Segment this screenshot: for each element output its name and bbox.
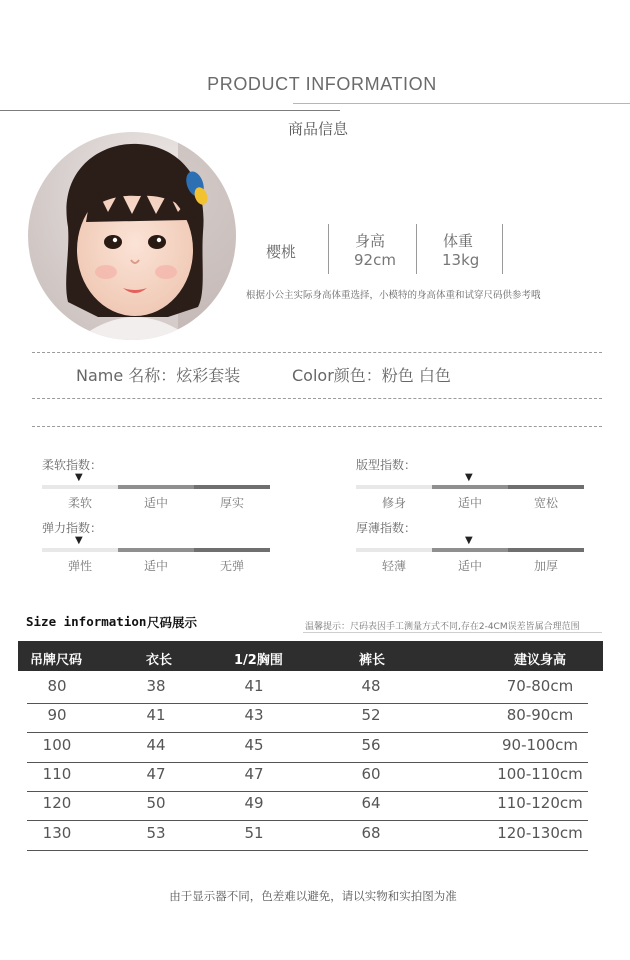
index-label: 版型指数：	[356, 458, 417, 472]
table-cell: 120-130cm	[497, 823, 583, 842]
dashed-divider	[32, 426, 602, 427]
page-subtitle: 商品信息	[287, 120, 348, 138]
table-cell: 50	[146, 794, 166, 813]
index-marker: ▼	[465, 472, 473, 483]
table-cell: 110-120cm	[497, 794, 583, 813]
table-row-divider	[27, 732, 588, 733]
tip-underline	[303, 632, 602, 633]
table-cell: 80	[47, 677, 67, 695]
index-option: 无弹	[219, 559, 244, 573]
table-cell: 41	[244, 677, 264, 695]
index-option: 适中	[143, 559, 168, 573]
table-cell: 47	[146, 764, 166, 783]
measurement-tip: 温馨提示：尺码表因手工测量方式不同,存在2-4CM误差皆属合理范围	[305, 622, 580, 632]
height-value: 92cm	[354, 251, 396, 269]
index-option: 宽松	[533, 496, 558, 510]
index-bar-segment	[42, 485, 118, 489]
index-option: 轻薄	[381, 559, 406, 573]
index-marker: ▼	[75, 472, 83, 483]
table-header-cell: 建议身高	[514, 653, 567, 668]
table-cell: 52	[361, 706, 381, 725]
stat-divider	[502, 224, 503, 274]
table-header-cell: 1/2胸围	[234, 653, 283, 668]
index-option: 柔软	[67, 496, 92, 510]
stat-divider	[328, 224, 329, 274]
title-divider-left	[0, 110, 340, 111]
model-photo	[28, 132, 236, 340]
size-heading-en: Size information	[26, 614, 147, 629]
table-cell: 100-110cm	[497, 764, 583, 783]
table-cell: 45	[244, 735, 264, 754]
table-header-cell: 裤长	[359, 653, 386, 668]
index-bar-segment	[194, 548, 270, 552]
index-option: 厚实	[219, 496, 244, 510]
table-cell: 48	[361, 677, 381, 695]
color-disclaimer: 由于显示器不同，色差难以避免，请以实物和实拍图为准	[169, 889, 457, 903]
height-label: 身高	[355, 232, 386, 250]
table-cell: 43	[244, 706, 264, 725]
title-divider-accent	[293, 103, 630, 104]
table-cell: 68	[361, 823, 381, 842]
index-bar-segment	[194, 485, 270, 489]
page-title: PRODUCT INFORMATION	[207, 74, 437, 94]
table-header-cell: 吊牌尺码	[30, 653, 83, 668]
table-cell: 44	[146, 735, 166, 754]
index-option: 适中	[143, 496, 168, 510]
table-cell: 90	[47, 706, 67, 725]
index-option: 加厚	[533, 559, 558, 573]
table-row-divider	[27, 762, 588, 763]
index-marker: ▼	[465, 535, 473, 546]
index-option: 弹性	[67, 559, 92, 573]
table-cell: 53	[146, 823, 166, 842]
table-row-divider	[27, 820, 588, 821]
product-name: Name 名称：炫彩套装	[76, 366, 241, 385]
dashed-divider	[32, 398, 602, 399]
table-cell: 100	[42, 735, 72, 754]
index-label: 柔软指数：	[42, 458, 103, 472]
index-bar-segment	[432, 485, 508, 489]
index-bar-segment	[42, 548, 118, 552]
index-bar-segment	[118, 548, 194, 552]
index-option: 适中	[457, 496, 482, 510]
index-bar-segment	[118, 485, 194, 489]
index-bar-segment	[356, 485, 432, 489]
table-row-divider	[27, 703, 588, 704]
table-cell: 80-90cm	[506, 706, 574, 725]
table-cell: 41	[146, 706, 166, 725]
index-marker: ▼	[75, 535, 83, 546]
index-bar-segment	[508, 548, 584, 552]
size-reference-note: 根据小公主实际身高体重选择，小模特的身高体重和试穿尺码供参考哦	[246, 290, 541, 301]
stat-divider	[416, 224, 417, 274]
table-header-cell: 衣长	[146, 653, 173, 668]
dashed-divider	[32, 352, 602, 353]
table-cell: 47	[244, 764, 264, 783]
index-bar-segment	[508, 485, 584, 489]
weight-label: 体重	[443, 232, 474, 250]
table-cell: 60	[361, 764, 381, 783]
table-cell: 64	[361, 794, 381, 813]
product-color: Color颜色：粉色 白色	[292, 366, 451, 385]
index-label: 厚薄指数：	[356, 521, 417, 535]
table-row-divider	[27, 850, 588, 851]
table-cell: 90-100cm	[502, 735, 578, 754]
index-bar-segment	[432, 548, 508, 552]
table-cell: 38	[146, 677, 166, 695]
index-option: 适中	[457, 559, 482, 573]
index-bar-segment	[356, 548, 432, 552]
table-cell: 130	[42, 823, 72, 842]
table-cell: 51	[244, 823, 264, 842]
table-row-divider	[27, 791, 588, 792]
weight-value: 13kg	[442, 251, 480, 269]
model-name: 樱桃	[266, 243, 297, 261]
index-option: 修身	[381, 496, 406, 510]
size-heading-cn: 尺码展示	[147, 615, 198, 630]
table-cell: 110	[42, 764, 72, 783]
table-cell: 49	[244, 794, 264, 813]
table-cell: 56	[361, 735, 381, 754]
table-cell: 70-80cm	[506, 677, 574, 695]
table-cell: 120	[42, 794, 72, 813]
index-label: 弹力指数：	[42, 521, 103, 535]
